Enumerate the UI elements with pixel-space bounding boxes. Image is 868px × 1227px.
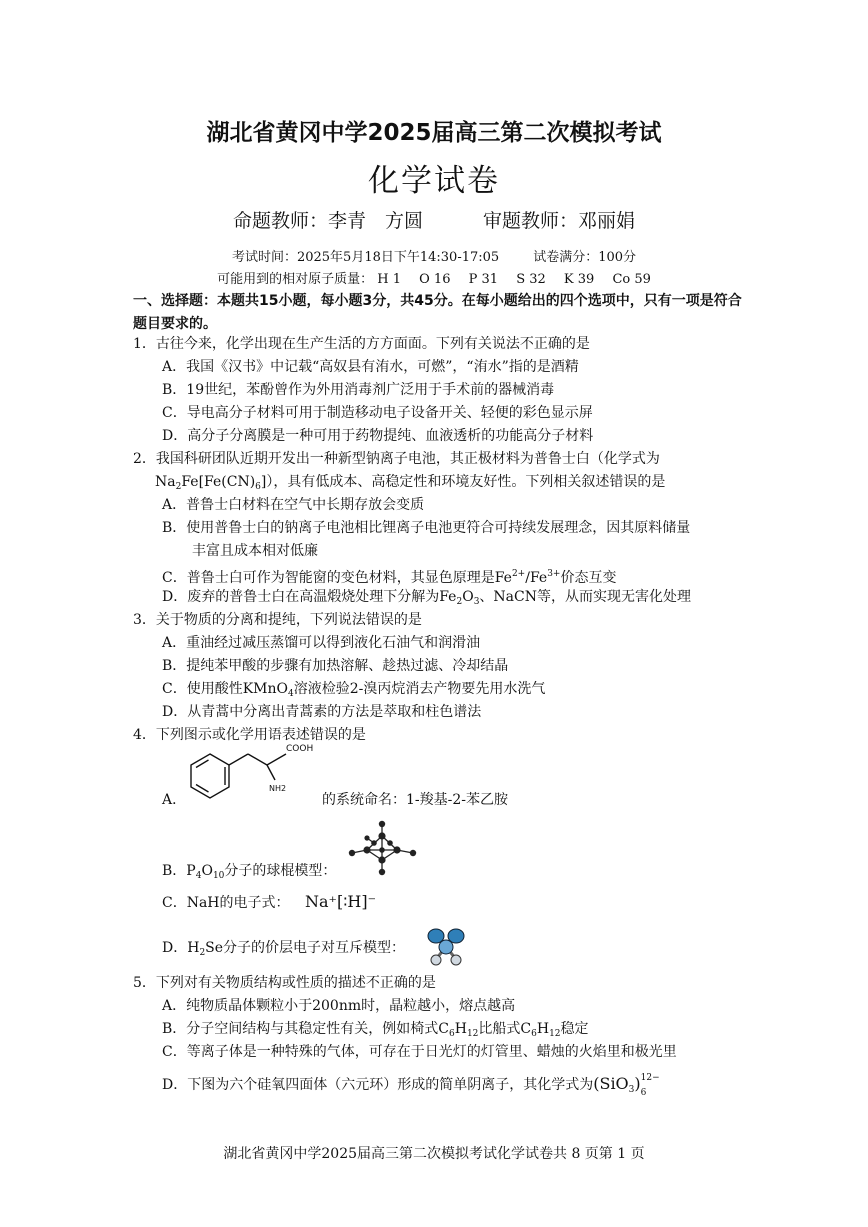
subscript: 3 [628,1085,635,1095]
subscript: 4 [288,689,294,699]
text-part: O [462,589,474,605]
formula-part: Fe[Fe(CN) [181,474,256,490]
text-part: B．分子空间结构与其稳定性有关，例如椅式C [162,1021,449,1037]
exam-title: 湖北省黄冈中学2025届高三第二次模拟考试 [206,120,662,146]
subscript: 6 [449,1029,455,1039]
atomic-masses [0,268,868,287]
exam-time: 考试时间：2025年5月18日下午14:30-17:05 [231,250,500,265]
q3-option-d: D．从青蒿中分离出青蒿素的方法是萃取和柱色谱法 [162,704,482,720]
text-part: D．H [162,940,200,956]
superscript: 2+ [511,569,526,579]
atomic-mass: H 1 [377,272,401,287]
atomic-mass: S 32 [516,272,546,287]
text-part: 价态互变 [560,570,617,586]
q1-option-b: B．19世纪，苯酚曾作为外用消毒剂广泛用于手术前的器械消毒 [162,382,555,398]
author-teachers: 命题教师：李青 方圆 [232,210,423,232]
q1-option-a: A．我国《汉书》中记载“高奴县有洧水，可燃”，“洧水”指的是酒精 [162,359,579,375]
q3-option-c [162,679,545,704]
page-footer: 湖北省黄冈中学2025届高三第二次模拟考试化学试卷共 8 页第 1 页 [223,1146,645,1162]
q4-option-d [162,938,405,963]
q4-option-a-label: A． [162,792,187,808]
subscript: 4 [195,871,202,881]
text-part: 、NaCN等，从而实现无害化处理 [479,589,691,605]
q2-option-c [162,564,616,588]
full-score: 试卷满分：100分 [533,250,637,265]
formula-index [640,1073,661,1098]
q5-option-a: A．纯物质晶体颗粒小于200nm时，晶粒越小，熔点越高 [162,998,516,1014]
text-part: C．普鲁士白可作为智能窗的变色材料，其显色原理是Fe [162,570,512,586]
text-part: 比船式C [478,1021,532,1037]
q2-option-b-cont: 丰富且成本相对低廉 [192,543,318,559]
subscript: 3 [473,597,480,607]
subscript: 6 [255,482,261,492]
formula-part: (SiO [593,1074,629,1093]
q4-option-a-text: 的系统命名：1-羧基-2-苯乙胺 [322,792,509,808]
formula-part: ) [634,1074,641,1093]
q4-option-b [162,861,336,886]
text-part: ]），具有低成本、高稳定性和环境友好性。下列相关叙述错误的是 [260,474,666,490]
superscript: 12− [640,1073,660,1083]
subscript: 12 [549,1029,561,1039]
nah-electron-formula: Na⁺[∶H]⁻ [305,892,377,911]
subscript: 10 [212,871,225,881]
q2-stem: 2．我国科研团队近期开发出一种新型钠离子电池，其正极材料为普鲁士白（化学式为 [133,451,660,467]
subscript: 2 [456,597,463,607]
atomic-mass: P 31 [468,272,499,287]
exam-info [0,246,868,265]
teachers-line [0,206,868,233]
atomic-mass: O 16 [419,272,451,287]
q5-option-d [162,1074,661,1100]
subscript: 6 [640,1088,647,1098]
q5-option-c: C．等离子体是一种特殊的气体，可存在于日光灯的灯管里、蜡烛的火焰里和极光里 [162,1044,677,1060]
h2se-vsepr-model [424,924,468,968]
q4-option-c: C．NaH的电子式： [162,895,290,911]
text-part: D．下图为六个硅氧四面体（六元环）形成的简单阴离子，其化学式为 [162,1077,594,1093]
q5-option-b [162,1019,589,1044]
nh2-label: NH2 [269,784,287,793]
text-part: Se分子的价层电子对互斥模型： [205,940,406,956]
q1-stem: 1．古往今来，化学出现在生产生活的方方面面。下列有关说法不正确的是 [133,336,590,352]
p4o10-ball-stick-model [345,820,420,875]
exam-subtitle: 化学试卷 [368,163,500,199]
text-part: H [536,1021,550,1037]
atomic-mass: K 39 [563,272,595,287]
q2-option-a: A．普鲁士白材料在空气中长期存放会变质 [162,497,425,513]
cooh-label: COOH [286,744,314,754]
subscript: 2 [175,482,182,492]
text-part: 分子的球棍模型： [224,863,337,879]
subscript: 12 [466,1029,479,1039]
q2-option-b: B．使用普鲁士白的钠离子电池相比锂离子电池更符合可持续发展理念，因其原料储量 [162,520,691,536]
atomic-mass-label: 可能用到的相对原子质量： [217,272,374,287]
q4-stem: 4．下列图示或化学用语表述错误的是 [133,727,366,743]
text-part: B．P [162,863,196,879]
formula-part: Na [155,474,176,490]
subscript: 2 [199,948,206,958]
phenylalanine-structure [180,742,330,802]
q5-stem: 5．下列对有关物质结构或性质的描述不正确的是 [133,975,436,991]
text-part: O [201,863,213,879]
text-part: 稳定 [560,1021,589,1037]
q3-option-b: B．提纯苯甲酸的步骤有加热溶解、趁热过滤、冷却结晶 [162,658,509,674]
text-part: H [454,1021,467,1037]
reviewer-teacher: 审题教师：邓丽娟 [483,210,636,232]
q3-stem: 3．关于物质的分离和提纯，下列说法错误的是 [133,612,422,628]
q2-option-d [162,587,691,612]
text-part: 溶液检验2-溴丙烷消去产物要先用水洗气 [293,681,546,697]
text-part: /Fe [525,570,548,586]
q1-option-c: C．导电高分子材料可用于制造移动电子设备开关、轻便的彩色显示屏 [162,405,593,421]
superscript: 3+ [547,569,561,579]
q1-option-d: D．高分子分离膜是一种可用于药物提纯、血液透析的功能高分子材料 [162,428,594,444]
section-instructions: 一、选择题：本题共15小题，每小题3分，共45分。在每小题给出的四个选项中，只有一项是符合题目要求的。 [133,293,742,332]
text-part: D．废弃的普鲁士白在高温煅烧处理下分解为Fe [162,589,457,605]
q3-option-a: A．重油经过减压蒸馏可以得到液化石油气和润滑油 [162,635,481,651]
text-part: C．使用酸性KMnO [162,681,288,697]
subscript: 6 [531,1029,537,1039]
atomic-mass: Co 59 [612,272,651,287]
q2-stem-cont [155,472,665,497]
